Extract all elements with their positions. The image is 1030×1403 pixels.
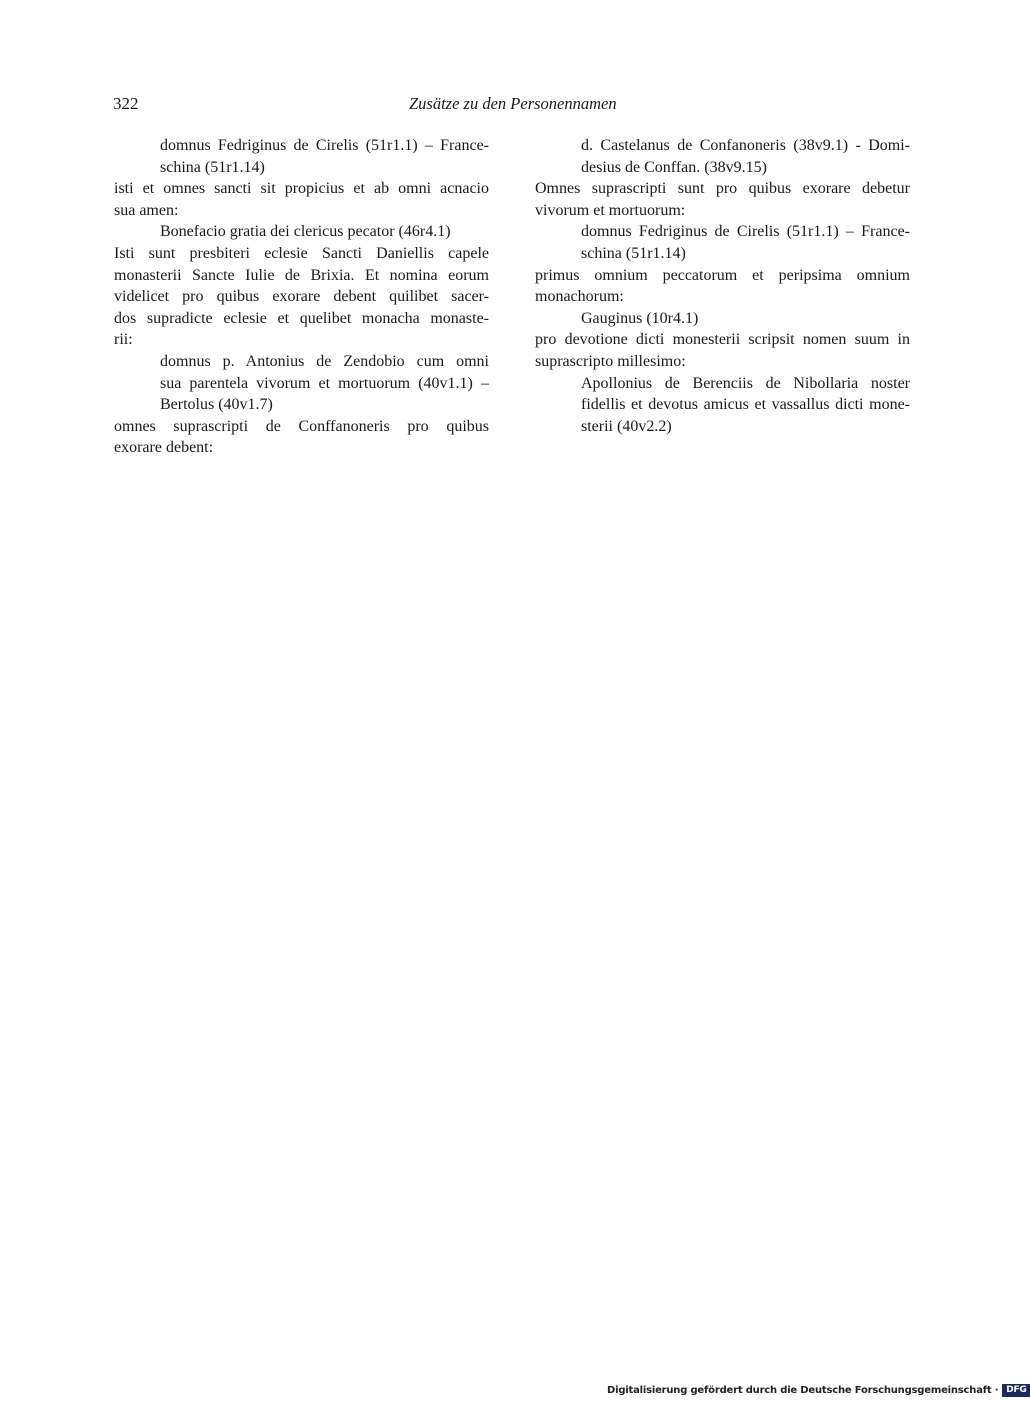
page-number: 322 xyxy=(113,94,139,113)
index-entry xyxy=(114,221,489,243)
entry-line: Isti sunt presbiteri eclesie Sancti Daniellis capele xyxy=(114,244,489,262)
index-entry xyxy=(535,135,910,178)
entry-line: sua amen: xyxy=(114,201,179,219)
entry-line: d. Castelanus de Confanoneris (38v9.1) - Domi- xyxy=(581,137,910,154)
right-column xyxy=(535,135,910,437)
entry-line: videlicet pro quibus exorare debent quilibet sacer- xyxy=(114,288,489,306)
index-entry xyxy=(535,221,910,264)
entry-line: Omnes suprascripti sunt pro quibus exorare debetur xyxy=(535,180,910,198)
index-entry xyxy=(535,329,910,372)
entry-line: primus omnium peccatorum et peripsima omnium xyxy=(535,266,910,284)
index-entry xyxy=(114,135,489,178)
index-entry xyxy=(535,265,910,308)
entry-line: vivorum et mortuorum: xyxy=(535,201,686,219)
entry-line: Bonefacio gratia dei clericus pecator (46r4.1) xyxy=(160,223,451,241)
index-entry xyxy=(535,178,910,221)
footer-funding-note xyxy=(607,1383,1030,1397)
entry-line: domnus Fedriginus de Cirelis (51r1.1) – France- xyxy=(581,223,910,241)
entry-line: Bertolus (40v1.7) xyxy=(160,396,273,414)
dfg-logo: DFG xyxy=(1002,1384,1030,1397)
index-entry xyxy=(114,351,489,416)
entry-line: monasterii Sancte Iulie de Brixia. Et nomina eorum xyxy=(114,266,489,284)
funding-text: Digitalisierung gefördert durch die Deutsche Forschungsgemeinschaft · xyxy=(607,1384,999,1396)
entry-line: fidellis et devotus amicus et vassallus dicti mone- xyxy=(581,396,910,414)
entry-line: sterii (40v2.2) xyxy=(581,417,672,435)
entry-line: rii: xyxy=(114,331,133,349)
entry-line: monachorum: xyxy=(535,288,624,306)
entry-line: desius de Conffan. (38v9.15) xyxy=(581,158,767,176)
entry-line: Gauginus (10r4.1) xyxy=(581,309,699,327)
left-column xyxy=(114,135,489,459)
entry-line: omnes suprascripti de Conffanoneris pro quibus xyxy=(114,417,489,435)
index-entry xyxy=(114,178,489,221)
entry-line: domnus Fedriginus de Cirelis (51r1.1) – France- xyxy=(160,137,489,154)
index-entry xyxy=(535,373,910,438)
index-entry xyxy=(114,243,489,351)
entry-line: exorare debent: xyxy=(114,439,214,457)
entry-line: pro devotione dicti monesterii scripsit nomen suum in xyxy=(535,331,910,349)
entry-line: isti et omnes sancti sit propicius et ab omni acnacio xyxy=(114,180,489,198)
entry-line: dos supradicte eclesie et quelibet monacha monaste- xyxy=(114,309,489,327)
entry-line: domnus p. Antonius de Zendobio cum omni xyxy=(160,352,489,370)
entry-line: schina (51r1.14) xyxy=(581,244,686,262)
entry-line: sua parentela vivorum et mortuorum (40v1.1) – xyxy=(160,374,489,392)
index-entry xyxy=(114,416,489,459)
entry-line: Apollonius de Berenciis de Nibollaria noster xyxy=(581,374,910,392)
entry-line: schina (51r1.14) xyxy=(160,158,265,176)
entry-line: suprascripto millesimo: xyxy=(535,352,686,370)
running-head: Zusätze zu den Personennamen xyxy=(409,94,617,113)
index-entry xyxy=(535,308,910,330)
